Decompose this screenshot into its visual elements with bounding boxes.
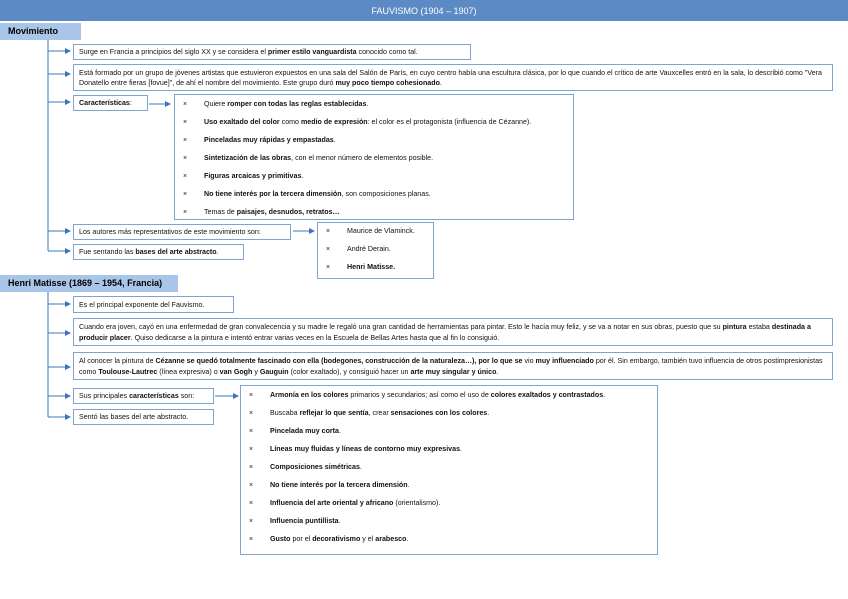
matisse-caracteristicas-list [240, 385, 658, 555]
bullet-icon: × [183, 119, 188, 126]
matisse-node-bases: Sentó las bases del arte abstracto. [73, 409, 214, 425]
list-item: × Maurice de Vlaminck. [326, 227, 415, 235]
bullet-icon: × [183, 101, 188, 108]
list-item: × Composiciones simétricas. [249, 463, 362, 471]
bullet-icon: × [249, 500, 254, 507]
list-item: × Líneas muy fluidas y líneas de contorno muy expresivas. [249, 445, 463, 453]
list-item: × Uso exaltado del color como medio de expresión: el color es el protagonista (influencia de Cézanne). [183, 118, 532, 126]
list-item: × Influencia puntillista. [249, 517, 341, 525]
bullet-icon: × [183, 173, 188, 180]
list-item: × Gusto por el decorativismo y el arabesco. [249, 535, 409, 543]
bullet-icon: × [249, 464, 254, 471]
document-title: FAUVISMO (1904 – 1907) [0, 0, 848, 21]
movimiento-caracteristicas-list [174, 94, 574, 220]
movimiento-node-caracteristicas: Características: [73, 95, 148, 111]
matisse-node-caracteristicas: Sus principales características son: [73, 388, 214, 404]
bullet-icon: × [326, 246, 331, 253]
list-item: × Quiere romper con todas las reglas establecidas. [183, 100, 369, 108]
list-item: × Sintetización de las obras, con el menor número de elementos posible. [183, 154, 434, 162]
list-item: × Temas de paisajes, desnudos, retratos… [183, 208, 340, 216]
heading-matisse: Henri Matisse (1869 – 1954, Francia) [0, 275, 178, 292]
bullet-icon: × [326, 264, 331, 271]
bullet-icon: × [249, 410, 254, 417]
bullet-icon: × [183, 137, 188, 144]
movimiento-node-autores: Los autores más representativos de este movimiento son: [73, 224, 291, 240]
list-item: × No tiene interés por la tercera dimensión, son composiciones planas. [183, 190, 431, 198]
matisse-node-juventud: Cuando era joven, cayó en una enfermedad de gran convalecencia y su madre le regaló una gran cantidad de herramientas para pintar. Esto le hacía muy feliz, y se va a notar en sus obras, puesto que su pintura estaba destinada a producir placer. Quiso dedicarse a la pintura e intentó entrar varias veces en la Escuela de Bellas Artes hasta que al fin lo consiguió. [73, 318, 833, 346]
list-item: × Pinceladas muy rápidas y empastadas. [183, 136, 336, 144]
matisse-node-influencias: Al conocer la pintura de Cézanne se quedó totalmente fascinado con ella (bodegones, construcción de la naturaleza…), por lo que se vio muy influenciado por él. Sin embargo, también tuvo influencia de otros postimpresionistas como Toulouse-Lautrec (línea expresiva) o van Gogh y Gauguin (color exaltado), y consiguió hacer un arte muy singular y único. [73, 352, 833, 380]
list-item: × Armonía en los colores primarios y secundarios; así como el uso de colores exaltados y contrastados. [249, 391, 606, 399]
movimiento-node-bases: Fue sentando las bases del arte abstracto. [73, 244, 244, 260]
bullet-icon: × [249, 446, 254, 453]
bullet-icon: × [183, 191, 188, 198]
list-item: × No tiene interés por la tercera dimensión. [249, 481, 410, 489]
list-item: × André Derain. [326, 245, 391, 253]
list-item: × Influencia del arte oriental y africano (orientalismo). [249, 499, 441, 507]
bullet-icon: × [249, 482, 254, 489]
bullet-icon: × [249, 536, 254, 543]
bullet-icon: × [249, 428, 254, 435]
bullet-icon: × [183, 155, 188, 162]
movimiento-node-origen: Surge en Francia a principios del siglo XX y se considera el primer estilo vanguardista conocido como tal. [73, 44, 471, 60]
bullet-icon: × [326, 228, 331, 235]
bullet-icon: × [249, 392, 254, 399]
heading-movimiento: Movimiento [0, 23, 81, 40]
movimiento-node-grupo: Está formado por un grupo de jóvenes artistas que estuvieron expuestos en una sala del Salón de París, en cuyo centro había una escultura clásica, por lo que cuando el crítico de arte Vauxcelles entró en la sala, lo describió como "Vera Donatello entre fieras [fovue]", de ahí el nombre del movimiento. Este grupo duró muy poco tiempo cohesionado. [73, 64, 833, 91]
bullet-icon: × [183, 209, 188, 216]
list-item: × Buscaba reflejar lo que sentía, crear sensaciones con los colores. [249, 409, 490, 417]
bullet-icon: × [249, 518, 254, 525]
list-item: × Figuras arcaicas y primitivas. [183, 172, 304, 180]
matisse-node-exponente: Es el principal exponente del Fauvismo. [73, 296, 234, 313]
list-item: × Henri Matisse. [326, 263, 396, 271]
list-item: × Pincelada muy corta. [249, 427, 341, 435]
autores-list [317, 222, 434, 279]
